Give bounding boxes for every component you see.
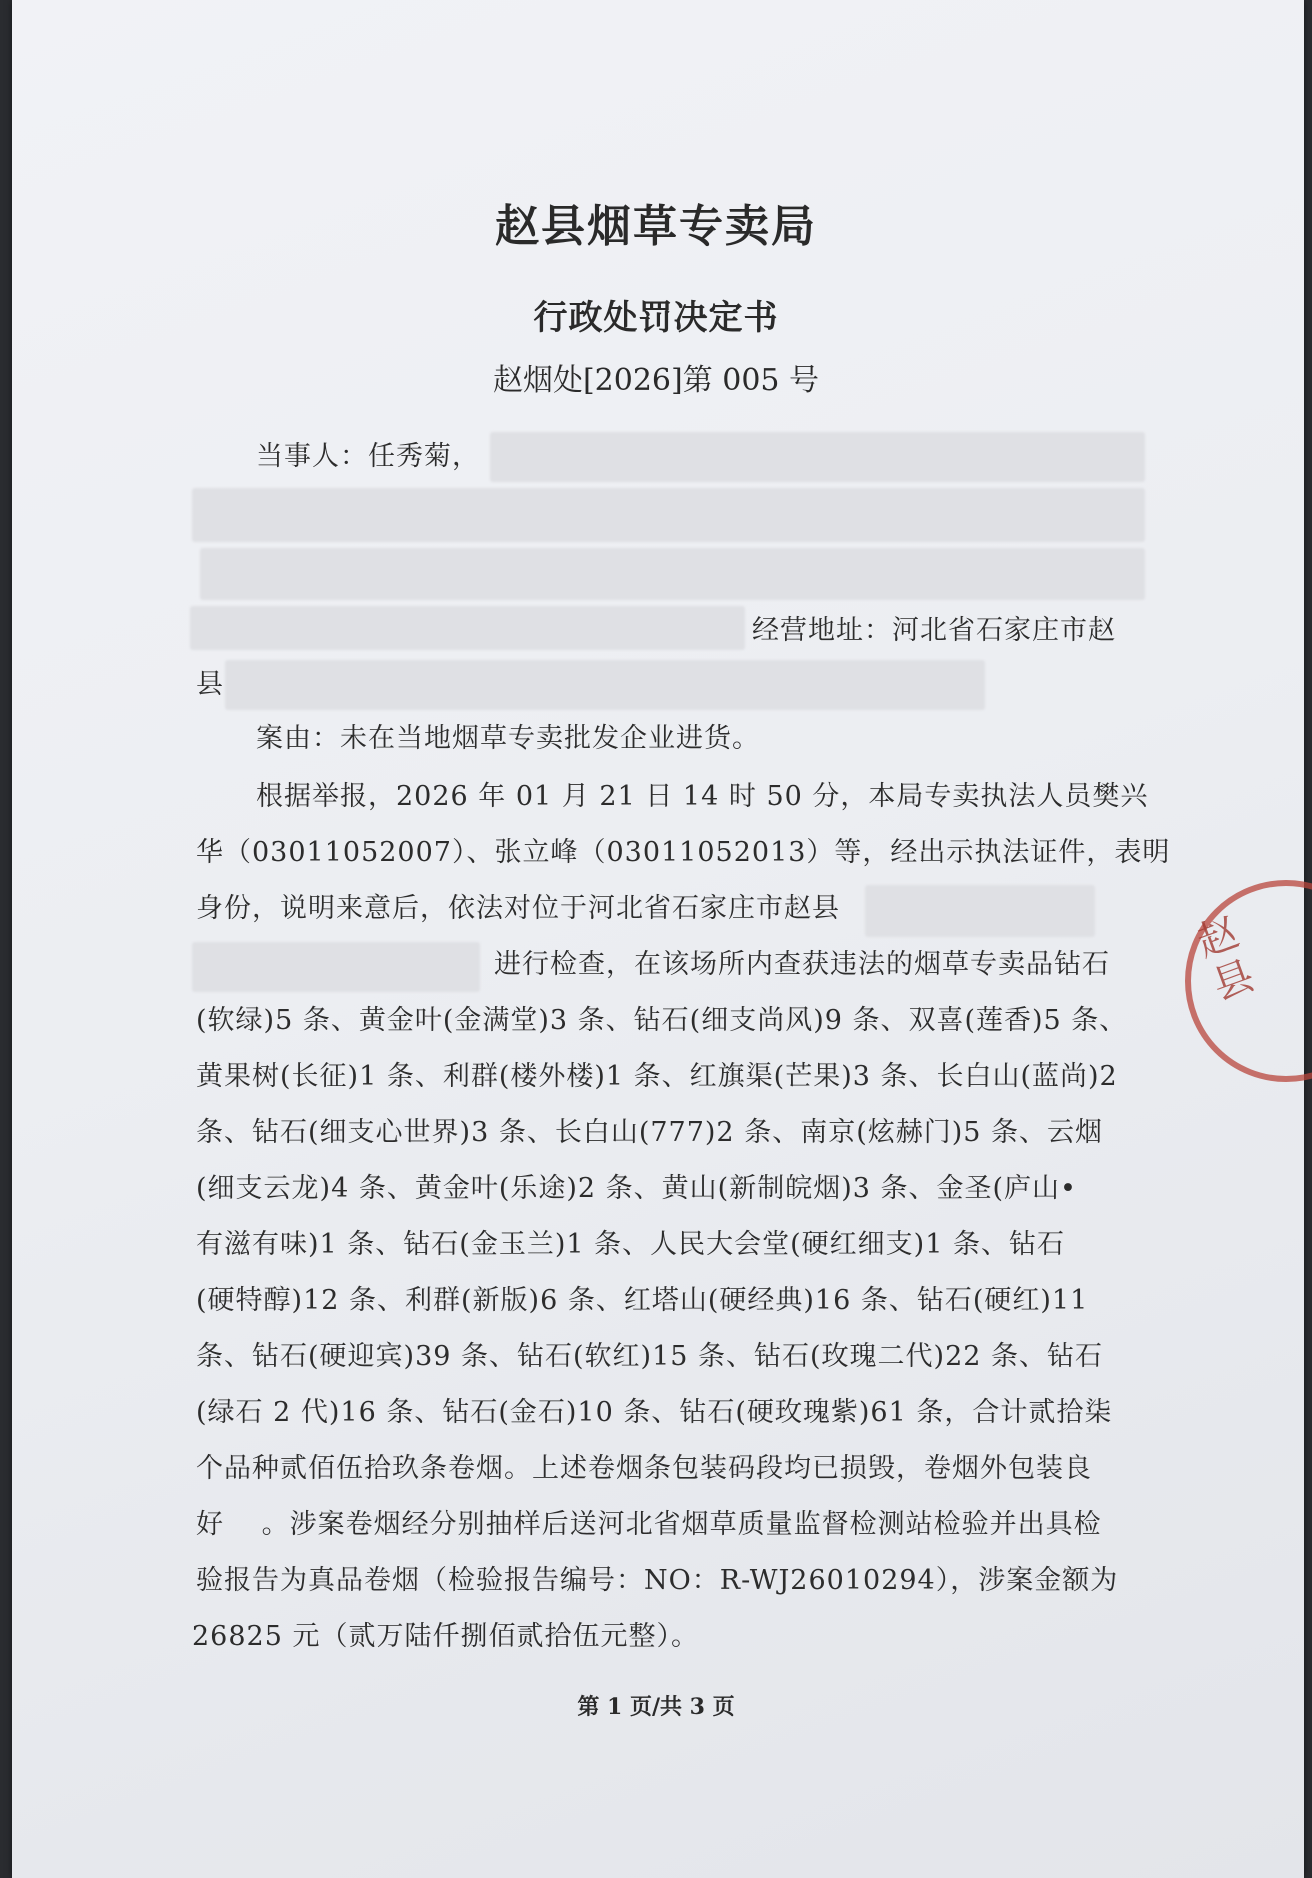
body-line: 条、钻石(硬迎宾)39 条、钻石(软红)15 条、钻石(玫瑰二代)22 条、钻石 xyxy=(196,1341,1104,1372)
case-cause: 案由：未在当地烟草专卖批发企业进货。 xyxy=(256,723,760,754)
issuer-heading: 赵县烟草专卖局 xyxy=(495,201,817,252)
body-line: 条、钻石(细支心世界)3 条、长白山(777)2 条、南京(炫赫门)5 条、云烟 xyxy=(196,1117,1104,1148)
redaction-block xyxy=(192,488,1145,542)
body-line: 身份，说明来意后，依法对位于河北省石家庄市赵县 xyxy=(196,893,840,924)
redaction-block xyxy=(190,606,745,650)
body-line: 有滋有味)1 条、钻石(金玉兰)1 条、人民大会堂(硬红细支)1 条、钻石 xyxy=(196,1229,1065,1260)
body-line: (软绿)5 条、黄金叶(金满堂)3 条、钻石(细支尚风)9 条、双喜(莲香)5 条、 xyxy=(196,1005,1128,1036)
redaction-block xyxy=(225,660,985,710)
redaction-block xyxy=(192,942,480,992)
body-line: 26825 元（贰万陆仟捌佰贰拾伍元整）。 xyxy=(192,1621,699,1652)
address-line-cont: 县 xyxy=(196,669,224,700)
body-line: 根据举报，2026 年 01 月 21 日 14 时 50 分，本局专卖执法人员樊兴 xyxy=(256,781,1149,812)
redaction-block xyxy=(200,548,1145,600)
body-line: 个品种贰佰伍拾玖条卷烟。上述卷烟条包装码段均已损毁，卷烟外包装良 xyxy=(196,1453,1092,1484)
body-line: (绿石 2 代)16 条、钻石(金石)10 条、钻石(硬玫瑰紫)61 条，合计贰拾柒 xyxy=(196,1397,1113,1428)
body-line: 华（03011052007）、张立峰（03011052013）等，经出示执法证件，表明 xyxy=(196,837,1171,868)
redaction-block xyxy=(865,885,1095,937)
body-line: (硬特醇)12 条、利群(新版)6 条、红塔山(硬经典)16 条、钻石(硬红)11 xyxy=(196,1285,1089,1316)
body-line: 进行检查，在该场所内查获违法的烟草专卖品钻石 xyxy=(494,949,1110,980)
body-line: 好 。涉案卷烟经分别抽样后送河北省烟草质量监督检测站检验并出具检 xyxy=(196,1509,1102,1540)
document-number: 赵烟处[2026]第 005 号 xyxy=(492,363,820,398)
redaction-block xyxy=(490,432,1145,482)
page-footer: 第 1 页/共 3 页 xyxy=(577,1694,735,1720)
body-line: 验报告为真品卷烟（检验报告编号：NO：R-WJ26010294），涉案金额为 xyxy=(196,1565,1119,1596)
body-line: 黄果树(长征)1 条、利群(楼外楼)1 条、红旗渠(芒果)3 条、长白山(蓝尚)2 xyxy=(196,1061,1118,1092)
party-line: 当事人：任秀菊， xyxy=(256,441,480,472)
address-line: 经营地址：河北省石家庄市赵 xyxy=(752,615,1116,646)
seal-text: 赵县 xyxy=(1191,909,1261,1010)
body-line: (细支云龙)4 条、黄金叶(乐途)2 条、黄山(新制皖烟)3 条、金圣(庐山• xyxy=(196,1173,1077,1204)
document-title: 行政处罚决定书 xyxy=(533,298,779,338)
